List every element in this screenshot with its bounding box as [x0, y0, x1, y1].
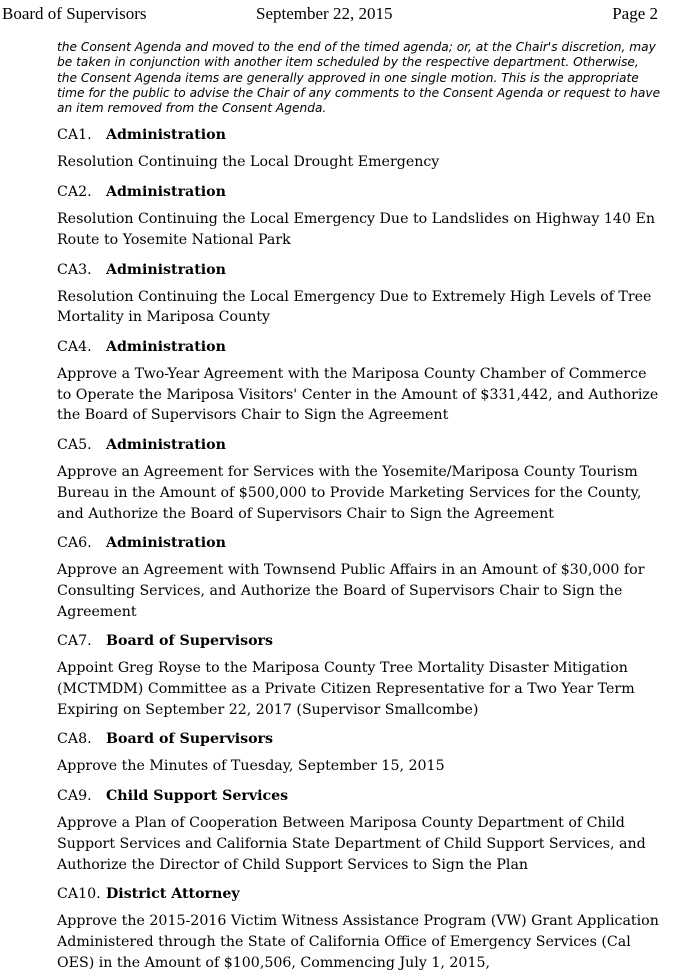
item-heading: [57, 337, 662, 357]
item-department: Administration: [106, 184, 226, 201]
item-heading: [57, 125, 662, 145]
item-description: Approve the 2015-2016 Victim Witness Assistance Program (VW) Grant Application Administered through the State of California Office of Emergency Services (Cal OES) in the Amount of $100,506, Commencing July 1, 2015,: [57, 913, 659, 971]
item-heading: [57, 182, 662, 202]
item-department: Administration: [106, 535, 226, 552]
item-description: Approve an Agreement for Services with the Yosemite/Mariposa County Tourism Bureau in the Amount of $500,000 to Provide Marketing Services for the County, and Authorize the Board of Supervisors Chair to Sign the Agreement: [57, 464, 642, 522]
item-department: Administration: [106, 437, 226, 454]
header-date: September 22, 2015: [256, 4, 393, 23]
item-description: Resolution Continuing the Local Emergency Due to Extremely High Levels of Tree Mortality in Mariposa County: [57, 288, 652, 326]
item-department: Board of Supervisors: [106, 731, 274, 748]
item-description: Approve the Minutes of Tuesday, September 15, 2015: [57, 758, 445, 775]
consent-agenda-intro: the Consent Agenda and moved to the end of the timed agenda; or, at the Chair's discretion, may be taken in conjunction with another item scheduled by the respective department. Otherwise, the Consent Agenda items are generally approved in one single motion. This is the appropriate time for the public to advise the Chair of any comments to the Consent Agenda or request to have an item removed from the Consent Agenda.: [57, 40, 661, 116]
item-number: CA9.: [57, 788, 92, 805]
agenda-item-ca4: [57, 337, 662, 426]
item-heading: [57, 631, 662, 651]
item-description: Approve a Two-Year Agreement with the Mariposa County Chamber of Commerce to Operate the Mariposa Visitors' Center in the Amount of $331,442, and Authorize the Board of Supervisors Chair to Sign the Agreement: [57, 366, 659, 424]
item-number: CA2.: [57, 184, 92, 201]
item-heading: [57, 435, 662, 455]
item-department: District Attorney: [106, 886, 240, 903]
agenda-item-ca10: [57, 884, 662, 973]
item-number: CA5.: [57, 437, 92, 454]
item-number: CA6.: [57, 535, 92, 552]
page-header: [0, 4, 660, 26]
agenda-item-ca8: [57, 729, 662, 777]
item-number: CA7.: [57, 633, 92, 650]
item-heading: [57, 884, 662, 904]
agenda-item-ca7: [57, 631, 662, 720]
item-number: CA3.: [57, 261, 92, 278]
item-number: CA1.: [57, 127, 92, 144]
agenda-item-ca6: [57, 533, 662, 622]
item-description: Appoint Greg Royse to the Mariposa County Tree Mortality Disaster Mitigation (MCTMDM) Committee as a Private Citizen Representative for a Two Year Term Expiring on September 22, 2017 (Supervisor Smallcombe): [57, 660, 635, 718]
item-department: Child Support Services: [106, 788, 289, 805]
item-number: CA10.: [57, 886, 101, 903]
header-page-number: Page 2: [612, 4, 658, 23]
item-number: CA8.: [57, 731, 92, 748]
agenda-item-ca2: [57, 182, 662, 250]
item-number: CA4.: [57, 339, 92, 355]
item-description: Resolution Continuing the Local Drought Emergency: [57, 154, 440, 171]
agenda-item-ca3: [57, 260, 662, 328]
agenda-content: [57, 40, 662, 973]
item-description: Approve an Agreement with Townsend Public Affairs in an Amount of $30,000 for Consulting Services, and Authorize the Board of Supervisors Chair to Sign the Agreement: [57, 562, 645, 620]
agenda-item-ca5: [57, 435, 662, 524]
item-department: Administration: [106, 127, 226, 144]
item-heading: [57, 786, 662, 806]
agenda-item-ca9: [57, 786, 662, 875]
item-heading: [57, 260, 662, 280]
item-department: Administration: [106, 261, 226, 278]
agenda-item-ca1: [57, 125, 662, 173]
item-heading: [57, 729, 662, 749]
item-department: Administration: [106, 339, 226, 355]
item-heading: [57, 533, 662, 553]
header-title: Board of Supervisors: [2, 4, 147, 23]
item-department: Board of Supervisors: [106, 633, 274, 650]
item-description: Resolution Continuing the Local Emergency Due to Landslides on Highway 140 En Route to Yosemite National Park: [57, 211, 655, 248]
item-description: Approve a Plan of Cooperation Between Mariposa County Department of Child Support Services and California State Department of Child Support Services, and Authorize the Director of Child Support Services to Sign the Plan: [57, 815, 646, 873]
